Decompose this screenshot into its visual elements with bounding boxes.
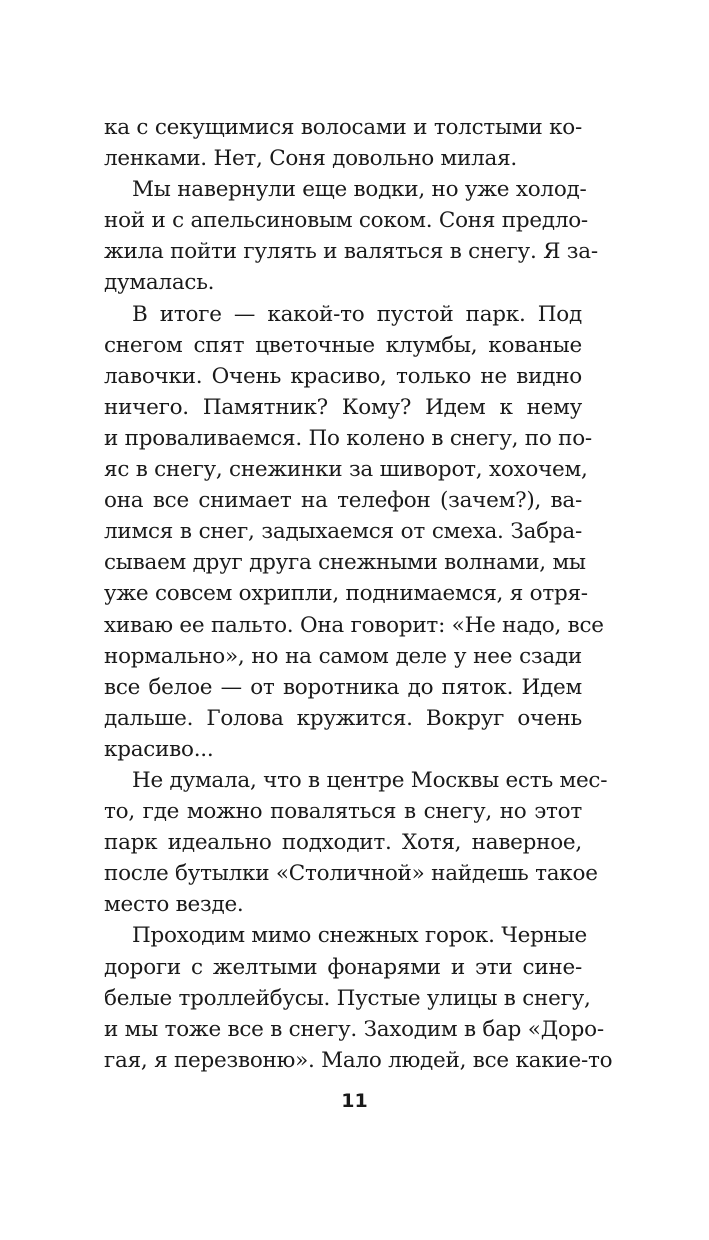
text-line: лавочки. Очень красиво, только не видно (104, 363, 582, 389)
page-number: 11 (341, 1090, 368, 1112)
text-line: нормально», но на самом деле у нее сзади (104, 643, 582, 669)
text-line: ленками. Нет, Соня довольно милая. (104, 146, 517, 172)
text-line: место везде. (104, 892, 244, 918)
text-line: Проходим мимо снежных горок. Черные (132, 923, 588, 949)
text-line: жила пойти гулять и валяться в снегу. Я за- (104, 239, 598, 265)
text-line: дальше. Голова кружится. Вокруг очень (104, 705, 582, 731)
text-line: она все снимает на телефон (зачем?), ва- (104, 488, 582, 514)
text-line: дороги с желтыми фонарями и эти сине- (104, 954, 582, 980)
text-line: то, где можно поваляться в снегу, но этот (104, 799, 582, 825)
text-line: хиваю ее пальто. Она говорит: «Не надо, все (104, 612, 604, 638)
text-line: В итоге — какой-то пустой парк. Под (132, 301, 582, 327)
text-line: все белое — от воротника до пяток. Идем (104, 674, 582, 700)
text-line: сываем друг друга снежными волнами, мы (104, 550, 586, 576)
text-line: и проваливаемся. По колено в снегу, по по- (104, 425, 592, 451)
text-line: белые троллейбусы. Пустые улицы в снегу, (104, 985, 591, 1011)
text-line: гая, я перезвоню». Мало людей, все какие-то (104, 1047, 613, 1073)
text-line: яс в снегу, снежинки за шиворот, хохочем, (104, 457, 588, 483)
text-line: лимся в снег, задыхаемся от смеха. Забра- (104, 519, 582, 545)
text-line: уже совсем охрипли, поднимаемся, я отря- (104, 581, 588, 607)
text-line: снегом спят цветочные клумбы, кованые (104, 332, 582, 358)
text-line: после бутылки «Столичной» найдешь такое (104, 861, 598, 887)
text-line: ничего. Памятник? Кому? Идем к нему (104, 394, 582, 420)
text-line: и мы тоже все в снегу. Заходим в бар «Доро- (104, 1016, 604, 1042)
body-text (104, 112, 613, 1076)
text-line: Мы навернули еще водки, но уже холод- (132, 177, 587, 203)
text-line: красиво... (104, 736, 214, 762)
text-line: Не думала, что в центре Москвы есть мес- (132, 767, 608, 793)
text-line: ной и с апельсиновым соком. Соня предло- (104, 208, 588, 234)
text-line: парк идеально подходит. Хотя, наверное, (104, 830, 582, 856)
text-line: ка с секущимися волосами и толстыми ко- (104, 115, 582, 140)
text-line: думалась. (104, 270, 215, 296)
